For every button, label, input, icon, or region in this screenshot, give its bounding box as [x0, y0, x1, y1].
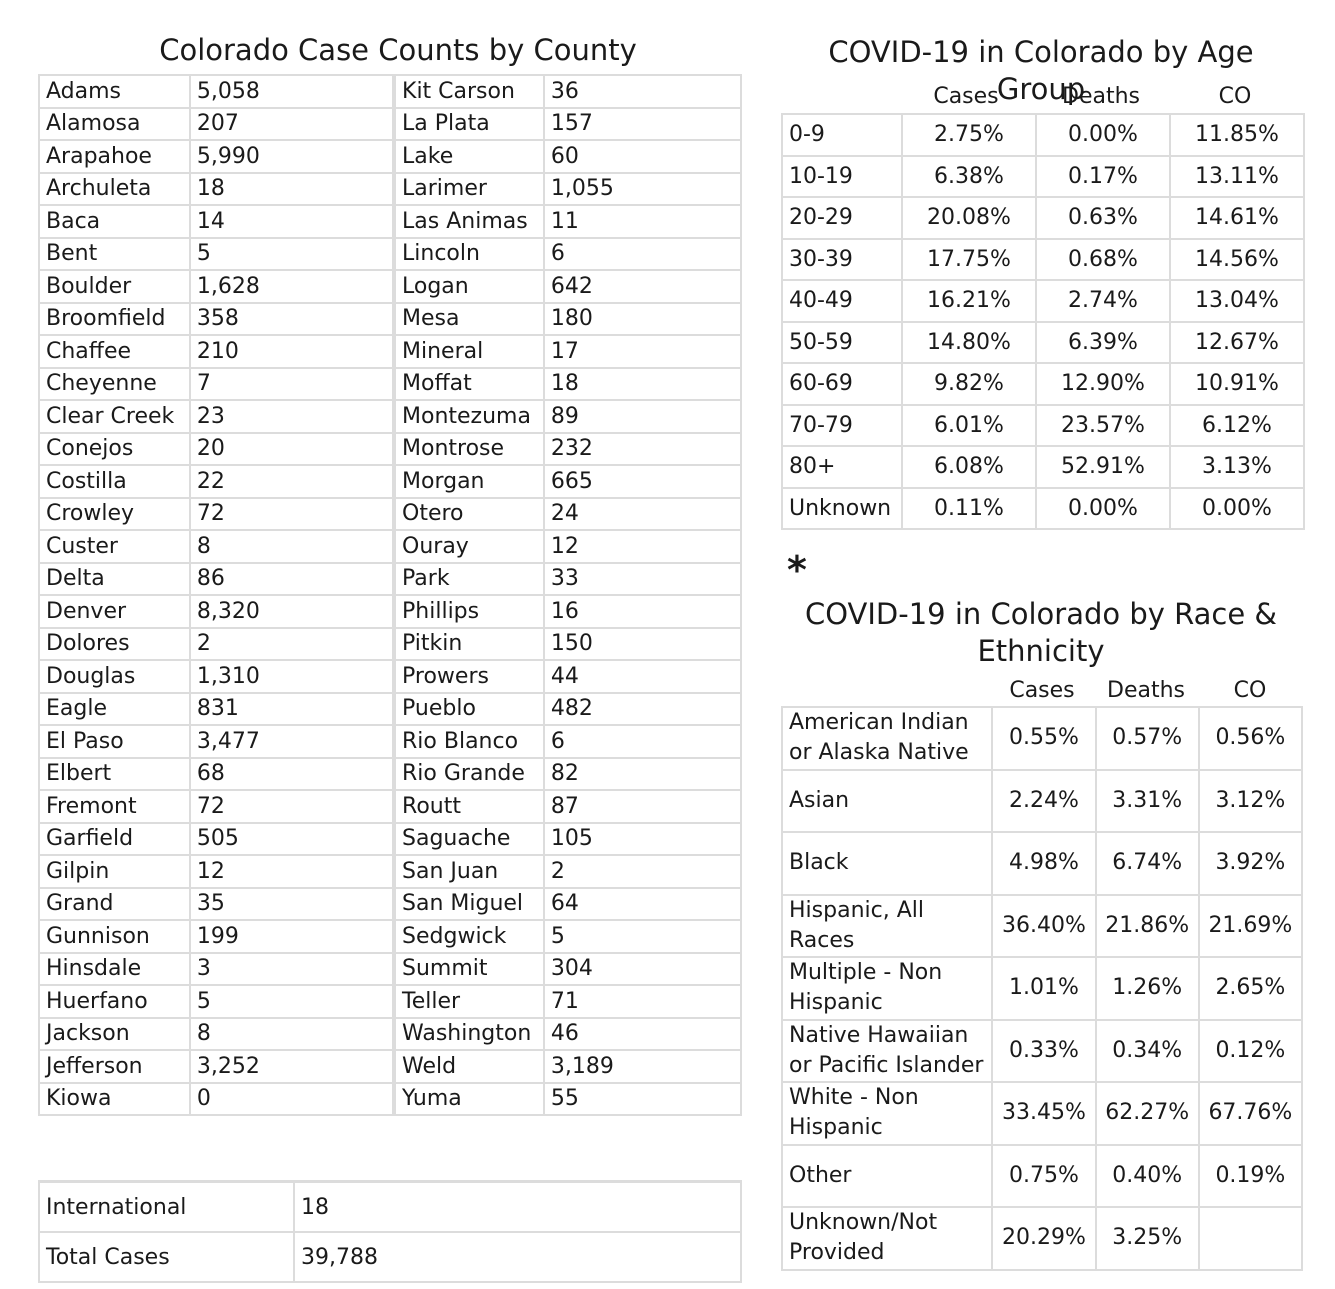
county-count-cell: 157	[544, 108, 741, 141]
cases-pct-cell: 20.08%	[902, 197, 1036, 239]
county-row	[39, 1018, 741, 1051]
county-count-cell: 6	[544, 725, 741, 758]
county-name-cell: Routt	[394, 790, 544, 823]
county-count-cell: 20	[190, 433, 394, 466]
deaths-pct-cell: 12.90%	[1036, 363, 1170, 405]
age-group-cell: 10-19	[782, 156, 902, 198]
county-row	[39, 790, 741, 823]
county-table-title: Colorado Case Counts by County	[159, 33, 637, 67]
county-name-cell: Hinsdale	[39, 953, 190, 986]
county-row	[39, 920, 741, 953]
county-count-cell: 18	[544, 368, 741, 401]
county-count-cell: 82	[544, 758, 741, 791]
county-row	[39, 238, 741, 271]
county-name-cell: Fremont	[39, 790, 190, 823]
age-row	[782, 197, 1304, 239]
race-group-cell: Unknown/Not Provided	[782, 1207, 992, 1270]
county-name-cell: Ouray	[394, 530, 544, 563]
age-group-cell: 20-29	[782, 197, 902, 239]
county-count-cell: 22	[190, 465, 394, 498]
county-row	[39, 335, 741, 368]
co-pct-cell: 14.56%	[1170, 239, 1304, 281]
county-name-cell: Park	[394, 563, 544, 596]
county-name-cell: Summit	[394, 953, 544, 986]
county-name-cell: Denver	[39, 595, 190, 628]
county-count-cell: 17	[544, 335, 741, 368]
deaths-pct-cell: 3.31%	[1096, 770, 1199, 833]
race-group-cell: Asian	[782, 770, 992, 833]
county-row	[39, 270, 741, 303]
race-ethnicity-table	[781, 706, 1303, 1271]
county-count-cell: 18	[190, 173, 394, 206]
county-count-cell: 2	[190, 628, 394, 661]
deaths-pct-cell: 0.00%	[1036, 114, 1170, 156]
county-count-cell: 3	[190, 953, 394, 986]
cases-pct-cell: 0.33%	[992, 1020, 1095, 1083]
county-count-cell: 8,320	[190, 595, 394, 628]
county-count-cell: 72	[190, 790, 394, 823]
county-name-cell: Dolores	[39, 628, 190, 661]
cases-pct-cell: 0.75%	[992, 1145, 1095, 1208]
age-group-cell: 50-59	[782, 322, 902, 364]
county-name-cell: Montrose	[394, 433, 544, 466]
age-group-table	[781, 113, 1305, 530]
county-name-cell: Morgan	[394, 465, 544, 498]
county-count-cell: 60	[544, 140, 741, 173]
age-header-co: CO	[1218, 84, 1252, 109]
co-pct-cell: 13.04%	[1170, 280, 1304, 322]
race-group-cell: Black	[782, 832, 992, 895]
age-header-cases: Cases	[933, 84, 999, 109]
county-row	[39, 985, 741, 1018]
county-name-cell: Broomfield	[39, 303, 190, 336]
deaths-pct-cell: 0.34%	[1096, 1020, 1199, 1083]
race-row	[782, 895, 1302, 958]
co-pct-cell: 67.76%	[1199, 1082, 1302, 1145]
cases-pct-cell: 14.80%	[902, 322, 1036, 364]
county-name-cell: Alamosa	[39, 108, 190, 141]
county-name-cell: Logan	[394, 270, 544, 303]
age-group-cell: 80+	[782, 446, 902, 488]
summary-value-cell: 39,788	[294, 1232, 741, 1282]
county-count-cell: 72	[190, 498, 394, 531]
summary-value-cell: 18	[294, 1182, 741, 1233]
county-row	[39, 400, 741, 433]
county-name-cell: Delta	[39, 563, 190, 596]
co-pct-cell: 10.91%	[1170, 363, 1304, 405]
county-name-cell: Adams	[39, 75, 190, 108]
county-name-cell: Bent	[39, 238, 190, 271]
county-row	[39, 758, 741, 791]
race-row	[782, 707, 1302, 770]
county-count-cell: 358	[190, 303, 394, 336]
age-group-cell: 0-9	[782, 114, 902, 156]
county-count-cell: 14	[190, 205, 394, 238]
age-row	[782, 322, 1304, 364]
county-row	[39, 465, 741, 498]
county-count-cell: 8	[190, 530, 394, 563]
co-pct-cell: 0.19%	[1199, 1145, 1302, 1208]
co-pct-cell: 0.00%	[1170, 488, 1304, 530]
county-count-cell: 24	[544, 498, 741, 531]
cases-pct-cell: 2.24%	[992, 770, 1095, 833]
county-name-cell: Lake	[394, 140, 544, 173]
age-row	[782, 488, 1304, 530]
county-count-cell: 86	[190, 563, 394, 596]
deaths-pct-cell: 0.17%	[1036, 156, 1170, 198]
race-group-cell: American Indian or Alaska Native	[782, 707, 992, 770]
county-count-cell: 35	[190, 888, 394, 921]
county-count-cell: 33	[544, 563, 741, 596]
age-row	[782, 446, 1304, 488]
county-name-cell: Larimer	[394, 173, 544, 206]
county-count-cell: 150	[544, 628, 741, 661]
co-pct-cell: 3.12%	[1199, 770, 1302, 833]
deaths-pct-cell: 0.00%	[1036, 488, 1170, 530]
county-name-cell: Pueblo	[394, 693, 544, 726]
county-name-cell: Chaffee	[39, 335, 190, 368]
cases-pct-cell: 6.01%	[902, 405, 1036, 447]
county-count-cell: 6	[544, 238, 741, 271]
county-name-cell: Kiowa	[39, 1083, 190, 1116]
race-table-title: COVID-19 in Colorado by Race & Ethnicity	[804, 597, 1278, 668]
age-header-deaths: Deaths	[1062, 84, 1140, 109]
county-name-cell: Las Animas	[394, 205, 544, 238]
co-pct-cell	[1199, 1207, 1302, 1270]
county-count-cell: 8	[190, 1018, 394, 1051]
county-name-cell: Phillips	[394, 595, 544, 628]
county-count-cell: 1,628	[190, 270, 394, 303]
county-count-cell: 64	[544, 888, 741, 921]
county-name-cell: Grand	[39, 888, 190, 921]
co-pct-cell: 14.61%	[1170, 197, 1304, 239]
county-name-cell: Huerfano	[39, 985, 190, 1018]
race-table-body	[782, 707, 1302, 1270]
age-group-cell: 30-39	[782, 239, 902, 281]
county-count-cell: 5	[190, 238, 394, 271]
county-count-cell: 87	[544, 790, 741, 823]
co-pct-cell: 0.56%	[1199, 707, 1302, 770]
cases-pct-cell: 0.55%	[992, 707, 1095, 770]
co-pct-cell: 21.69%	[1199, 895, 1302, 958]
deaths-pct-cell: 21.86%	[1096, 895, 1199, 958]
co-pct-cell: 0.12%	[1199, 1020, 1302, 1083]
race-row	[782, 1020, 1302, 1083]
county-count-cell: 23	[190, 400, 394, 433]
deaths-pct-cell: 3.25%	[1096, 1207, 1199, 1270]
county-count-cell: 207	[190, 108, 394, 141]
age-group-cell: Unknown	[782, 488, 902, 530]
race-row	[782, 832, 1302, 895]
county-name-cell: El Paso	[39, 725, 190, 758]
county-count-cell: 3,189	[544, 1050, 741, 1083]
deaths-pct-cell: 1.26%	[1096, 957, 1199, 1020]
county-count-cell: 180	[544, 303, 741, 336]
county-count-cell: 482	[544, 693, 741, 726]
county-name-cell: Arapahoe	[39, 140, 190, 173]
county-name-cell: Eagle	[39, 693, 190, 726]
county-name-cell: San Miguel	[394, 888, 544, 921]
co-pct-cell: 11.85%	[1170, 114, 1304, 156]
age-row	[782, 114, 1304, 156]
cases-pct-cell: 36.40%	[992, 895, 1095, 958]
age-group-cell: 70-79	[782, 405, 902, 447]
county-count-cell: 7	[190, 368, 394, 401]
county-row	[39, 498, 741, 531]
co-pct-cell: 6.12%	[1170, 405, 1304, 447]
county-count-cell: 642	[544, 270, 741, 303]
county-name-cell: Jackson	[39, 1018, 190, 1051]
county-count-cell: 89	[544, 400, 741, 433]
race-row	[782, 1207, 1302, 1270]
county-row	[39, 368, 741, 401]
deaths-pct-cell: 23.57%	[1036, 405, 1170, 447]
county-row	[39, 433, 741, 466]
summary-label-cell: Total Cases	[39, 1232, 294, 1282]
county-name-cell: Garfield	[39, 823, 190, 856]
county-count-cell: 831	[190, 693, 394, 726]
co-pct-cell: 2.65%	[1199, 957, 1302, 1020]
county-row	[39, 1083, 741, 1116]
age-table-title: COVID-19 in Colorado by Age Group	[828, 35, 1254, 106]
county-count-cell: 36	[544, 75, 741, 108]
county-name-cell: Yuma	[394, 1083, 544, 1116]
county-count-cell: 2	[544, 855, 741, 888]
county-row	[39, 595, 741, 628]
cases-pct-cell: 33.45%	[992, 1082, 1095, 1145]
county-count-cell: 5,058	[190, 75, 394, 108]
age-row	[782, 156, 1304, 198]
county-count-cell: 505	[190, 823, 394, 856]
deaths-pct-cell: 0.63%	[1036, 197, 1170, 239]
county-name-cell: Custer	[39, 530, 190, 563]
county-count-cell: 68	[190, 758, 394, 791]
county-count-cell: 1,055	[544, 173, 741, 206]
county-name-cell: Pitkin	[394, 628, 544, 661]
county-name-cell: Sedgwick	[394, 920, 544, 953]
county-row	[39, 108, 741, 141]
asterisk-mark: *	[787, 548, 807, 592]
county-name-cell: Washington	[394, 1018, 544, 1051]
county-count-cell: 12	[544, 530, 741, 563]
deaths-pct-cell: 6.74%	[1096, 832, 1199, 895]
county-name-cell: Saguache	[394, 823, 544, 856]
county-summary-table	[38, 1180, 742, 1283]
summary-row	[39, 1182, 741, 1233]
county-count-cell: 44	[544, 660, 741, 693]
county-name-cell: Prowers	[394, 660, 544, 693]
county-count-cell: 55	[544, 1083, 741, 1116]
deaths-pct-cell: 6.39%	[1036, 322, 1170, 364]
deaths-pct-cell: 0.40%	[1096, 1145, 1199, 1208]
county-count-cell: 232	[544, 433, 741, 466]
county-name-cell: Crowley	[39, 498, 190, 531]
county-count-cell: 46	[544, 1018, 741, 1051]
county-count-cell: 3,252	[190, 1050, 394, 1083]
county-count-cell: 665	[544, 465, 741, 498]
race-group-cell: Native Hawaiian or Pacific Islander	[782, 1020, 992, 1083]
county-count-cell: 5,990	[190, 140, 394, 173]
county-name-cell: San Juan	[394, 855, 544, 888]
deaths-pct-cell: 0.68%	[1036, 239, 1170, 281]
cases-pct-cell: 17.75%	[902, 239, 1036, 281]
county-name-cell: Elbert	[39, 758, 190, 791]
county-name-cell: Boulder	[39, 270, 190, 303]
county-name-cell: Kit Carson	[394, 75, 544, 108]
cases-pct-cell: 6.08%	[902, 446, 1036, 488]
race-group-cell: Other	[782, 1145, 992, 1208]
county-count-cell: 16	[544, 595, 741, 628]
age-group-cell: 60-69	[782, 363, 902, 405]
summary-row	[39, 1232, 741, 1282]
summary-table-body	[39, 1182, 741, 1283]
county-row	[39, 953, 741, 986]
deaths-pct-cell: 62.27%	[1096, 1082, 1199, 1145]
county-case-table	[38, 74, 742, 1116]
race-row	[782, 1082, 1302, 1145]
county-count-cell: 199	[190, 920, 394, 953]
county-row	[39, 693, 741, 726]
county-name-cell: Mineral	[394, 335, 544, 368]
cases-pct-cell: 4.98%	[992, 832, 1095, 895]
cases-pct-cell: 20.29%	[992, 1207, 1095, 1270]
race-header-cases: Cases	[1009, 678, 1075, 703]
cases-pct-cell: 16.21%	[902, 280, 1036, 322]
county-row	[39, 205, 741, 238]
county-row	[39, 1050, 741, 1083]
co-pct-cell: 3.92%	[1199, 832, 1302, 895]
county-name-cell: Douglas	[39, 660, 190, 693]
county-name-cell: La Plata	[394, 108, 544, 141]
county-row	[39, 75, 741, 108]
age-row	[782, 280, 1304, 322]
race-header-co: CO	[1233, 678, 1267, 703]
county-count-cell: 5	[544, 920, 741, 953]
county-count-cell: 71	[544, 985, 741, 1018]
county-name-cell: Gunnison	[39, 920, 190, 953]
county-name-cell: Conejos	[39, 433, 190, 466]
county-count-cell: 105	[544, 823, 741, 856]
co-pct-cell: 3.13%	[1170, 446, 1304, 488]
cases-pct-cell: 0.11%	[902, 488, 1036, 530]
county-row	[39, 303, 741, 336]
cases-pct-cell: 2.75%	[902, 114, 1036, 156]
race-header-deaths: Deaths	[1107, 678, 1185, 703]
county-name-cell: Weld	[394, 1050, 544, 1083]
county-name-cell: Costilla	[39, 465, 190, 498]
county-count-cell: 0	[190, 1083, 394, 1116]
county-name-cell: Rio Grande	[394, 758, 544, 791]
county-row	[39, 173, 741, 206]
cases-pct-cell: 9.82%	[902, 363, 1036, 405]
county-row	[39, 823, 741, 856]
county-name-cell: Rio Blanco	[394, 725, 544, 758]
cases-pct-cell: 6.38%	[902, 156, 1036, 198]
county-name-cell: Moffat	[394, 368, 544, 401]
county-name-cell: Lincoln	[394, 238, 544, 271]
county-name-cell: Teller	[394, 985, 544, 1018]
county-name-cell: Cheyenne	[39, 368, 190, 401]
age-table-body	[782, 114, 1304, 529]
race-row	[782, 957, 1302, 1020]
county-name-cell: Montezuma	[394, 400, 544, 433]
county-row	[39, 628, 741, 661]
age-group-cell: 40-49	[782, 280, 902, 322]
county-count-cell: 210	[190, 335, 394, 368]
race-row	[782, 1145, 1302, 1208]
county-name-cell: Gilpin	[39, 855, 190, 888]
county-row	[39, 725, 741, 758]
county-count-cell: 11	[544, 205, 741, 238]
age-row	[782, 239, 1304, 281]
co-pct-cell: 12.67%	[1170, 322, 1304, 364]
county-name-cell: Mesa	[394, 303, 544, 336]
county-count-cell: 5	[190, 985, 394, 1018]
county-count-cell: 12	[190, 855, 394, 888]
summary-label-cell: International	[39, 1182, 294, 1233]
county-row	[39, 140, 741, 173]
county-row	[39, 855, 741, 888]
county-name-cell: Otero	[394, 498, 544, 531]
county-name-cell: Jefferson	[39, 1050, 190, 1083]
county-name-cell: Clear Creek	[39, 400, 190, 433]
race-group-cell: White - Non Hispanic	[782, 1082, 992, 1145]
race-group-cell: Multiple - Non Hispanic	[782, 957, 992, 1020]
county-row	[39, 660, 741, 693]
age-row	[782, 363, 1304, 405]
race-row	[782, 770, 1302, 833]
county-name-cell: Baca	[39, 205, 190, 238]
county-row	[39, 888, 741, 921]
county-count-cell: 1,310	[190, 660, 394, 693]
deaths-pct-cell: 2.74%	[1036, 280, 1170, 322]
county-name-cell: Archuleta	[39, 173, 190, 206]
county-row	[39, 563, 741, 596]
co-pct-cell: 13.11%	[1170, 156, 1304, 198]
county-count-cell: 304	[544, 953, 741, 986]
race-group-cell: Hispanic, All Races	[782, 895, 992, 958]
county-table-body	[39, 75, 741, 1115]
deaths-pct-cell: 0.57%	[1096, 707, 1199, 770]
cases-pct-cell: 1.01%	[992, 957, 1095, 1020]
county-row	[39, 530, 741, 563]
county-count-cell: 3,477	[190, 725, 394, 758]
age-row	[782, 405, 1304, 447]
deaths-pct-cell: 52.91%	[1036, 446, 1170, 488]
